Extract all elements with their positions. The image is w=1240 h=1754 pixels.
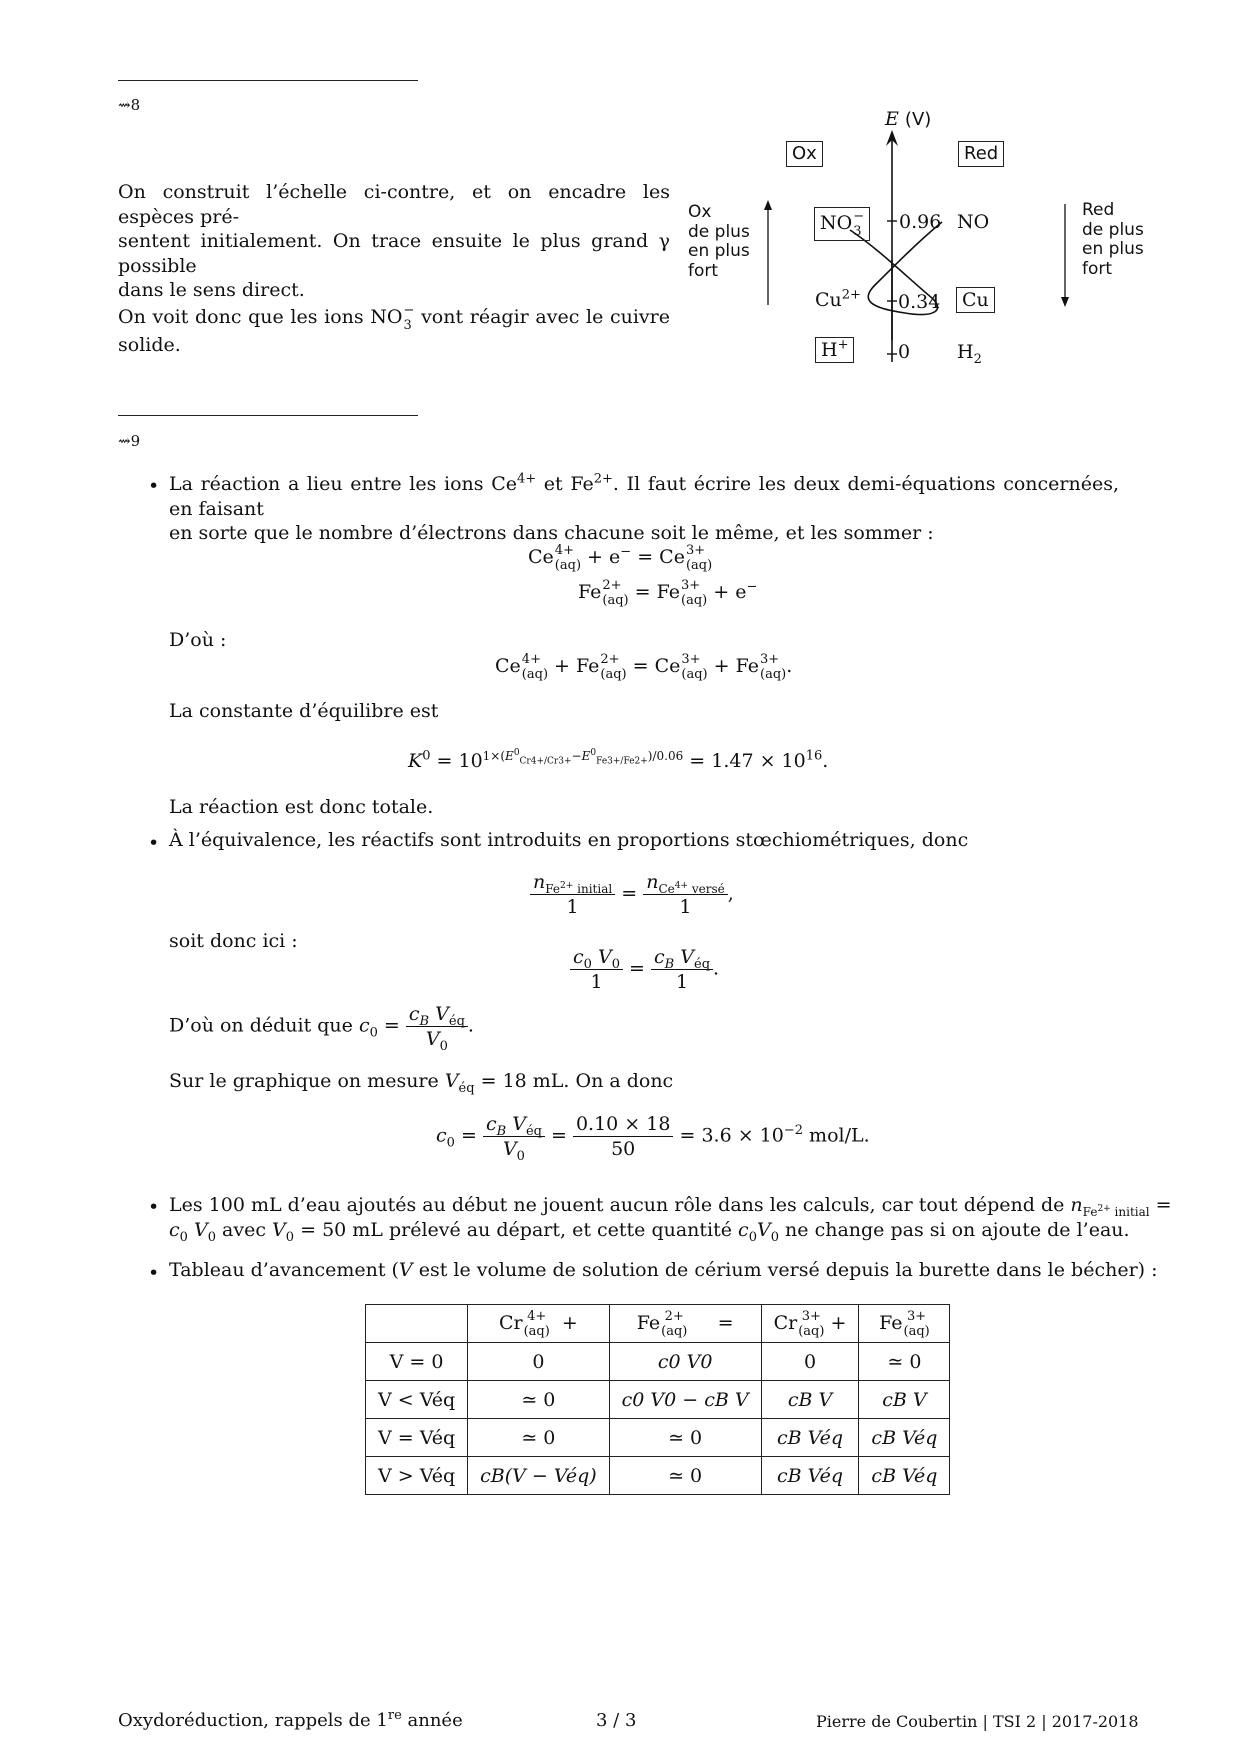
species-no3-box: NO − 3	[814, 207, 870, 241]
dou-label: D’où :	[169, 629, 227, 651]
species-hplus-box: H+	[815, 337, 854, 363]
table-corner-cell	[366, 1305, 468, 1343]
advancement-table	[365, 1304, 950, 1495]
deduction-line: D’où on déduit que $c_0$ = $\frac{c_B V_{éq}}{V_0}$ .	[169, 1003, 474, 1054]
footer-left: Oxydoréduction, rappels de 1re année	[118, 1708, 463, 1731]
bullet-2-text: À l’équivalence, les réactifs sont introduits en proportions stœchiométriques, donc	[169, 829, 969, 851]
species-cu-box: Cu	[956, 287, 995, 313]
bullet-2: •	[148, 832, 160, 854]
bullet-3: •	[148, 1196, 160, 1218]
bullet-1-text: La réaction a lieu entre les ions $Ce^{4+}$ et $Fe^{2+}$. Il faut écrire les deux demi-équations concernées, en faisant en sorte que le nombre d’électrons dans chacune soit le même, et les sommer :	[169, 471, 1119, 544]
footer-right: Pierre de Coubertin | TSI 2 | 2017-2018	[816, 1712, 1139, 1731]
table-row: V > Véq cB(V − Véq) ≃ 0 cB Véq cB Véq	[366, 1457, 950, 1495]
measure-line: Sur le graphique on mesure $V_{éq} = 18$ mL. On a donc	[169, 1070, 674, 1096]
section-rule-9	[118, 415, 418, 416]
potential-034: 0.34	[898, 291, 941, 313]
totale-text: La réaction est donc totale.	[169, 796, 434, 818]
bullet-3-text: Les 100 mL d’eau ajoutés au début ne jouent aucun rôle dans les calculs, car tout dépend de $n_{Fe^{2+} initial}$ = $c_0$ $V_0$ avec $V_0 = 50$ mL prélevé au départ, et cette quantité $c_0V_0$ ne change pas si on ajoute de l’eau.	[169, 1194, 1172, 1245]
equivalence-concentration: $\frac{c_0 V_0}{1}$ = $\frac{c_B V_{éq}}{1}$ .	[570, 945, 719, 994]
header-cr3: Cr 3+ (aq) +	[761, 1305, 859, 1343]
global-equation: Ce 4+ (aq) + Fe 2+ (aq) = Ce 3+ (aq) + Fe 3+ (aq) .	[495, 652, 793, 682]
table-row: V = Véq ≃ 0 ≃ 0 cB Véq cB Véq	[366, 1419, 950, 1457]
section-rule-8	[118, 80, 418, 81]
red-side-label: Red de plus en plus fort	[1082, 200, 1144, 279]
species-cu2plus: $Cu^{2+}$	[815, 287, 861, 311]
red-title-box: Red	[958, 141, 1004, 167]
ox-arrowhead-icon	[764, 200, 772, 210]
species-h2: $H_2$	[957, 341, 982, 367]
question-marker-8: ⇝8	[118, 96, 141, 114]
potential-0: 0	[898, 341, 911, 363]
ox-side-label: Ox de plus en plus fort	[688, 202, 750, 281]
half-equation-fe: Fe 2+ (aq) = Fe 3+ (aq) + e−	[578, 578, 758, 608]
table-row: V < Véq ≃ 0 c0 V0 − cB V cB V cB V	[366, 1381, 950, 1419]
potential-096: 0.96	[899, 211, 942, 233]
bullet-1: •	[148, 475, 160, 497]
half-equation-ce: Ce 4+ (aq) + e− = Ce 3+ (aq)	[528, 543, 713, 573]
intro-paragraph: On construit l’échelle ci-contre, et on encadre les espèces pré- sentent initialement. On trace ensuite le plus grand γ possible dans le sens direct. On voit donc que les ions NO − 3 vont réagir avec le cuivre solide.	[118, 181, 670, 356]
species-no: NO	[957, 211, 990, 233]
axis-label: E (V)	[885, 108, 932, 130]
bullet-4-text: Tableau d’avancement (V est le volume de solution de cérium versé depuis la burette dans le bécher) :	[169, 1259, 1158, 1281]
red-arrowhead-icon	[1061, 297, 1069, 307]
bullet-4: •	[148, 1262, 160, 1284]
constant-text: La constante d’équilibre est	[169, 700, 439, 722]
table-row: V = 0 0 c0 V0 0 ≃ 0	[366, 1343, 950, 1381]
ox-title-box: Ox	[786, 141, 823, 167]
equivalence-ratio: $\frac{n_{Fe^{2+} initial}}{1}$ = $\frac{n_{Ce^{4+} versé}}{1}$ ,	[530, 870, 734, 919]
header-fe2: Fe 2+ (aq) =	[609, 1305, 761, 1343]
header-cr4: Cr 4+ (aq) +	[468, 1305, 610, 1343]
table-header-row	[366, 1305, 950, 1343]
soit-label: soit donc ici :	[169, 930, 298, 952]
header-fe3: Fe 3+ (aq)	[859, 1305, 950, 1343]
footer-page-number: 3 / 3	[596, 1710, 637, 1731]
equilibrium-constant: $K^0 = 10^{1\times(E^0_{Cr4+/Cr3+}-E^0_{Fe3+/Fe2+})/0.06} = 1.47 \times 10^{16}$.	[408, 747, 829, 772]
concentration-calculation: $c_0$ = $\frac{c_B V_{éq}}{V_0}$ = $\frac{0.10 \times 18}{50}$ = $3.6 \times 10^{-2}$ mol/L.	[436, 1113, 870, 1164]
question-marker-9: ⇝9	[118, 432, 141, 450]
